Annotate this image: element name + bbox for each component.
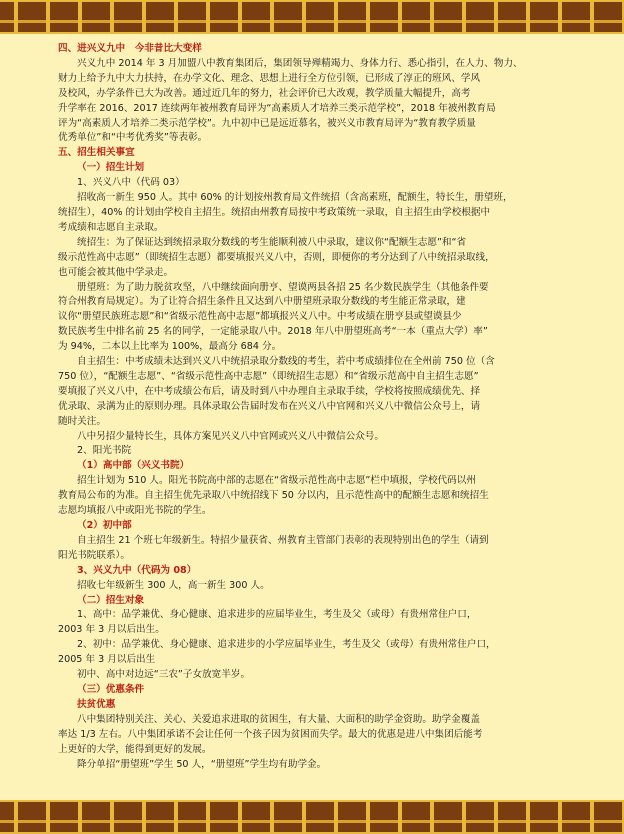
decorative-border-top — [0, 0, 624, 34]
text-line: 议你“册望民族班志愿”和“省级示范性高中志愿”都填报兴义八中。中考成绩在册亨县或望谟县少 — [58, 311, 462, 323]
text-line: 级示范性高中志愿”（即统招生志愿）都要填报兴义八中，否则，即便你的考分达到了八中统招录取线， — [58, 251, 495, 263]
text-line: 符合州教育局规定）。为了让符合招生条件且又达到八中册望班录取分数线的考生能正常录取，建 — [58, 296, 466, 308]
text-line: 1、兴义八中（代码 03） — [77, 177, 185, 189]
text-line: 3、兴义九中（代码为 08） — [77, 564, 197, 576]
text-line: 也可能会被其他中学录走。 — [58, 266, 174, 278]
text-line: 2003 年 3 月以后出生。 — [58, 624, 165, 636]
text-line: 及校风，办学条件已大为改善。通过近几年的努力，社会评价已大改观，教学质量大幅提升，高考 — [58, 87, 471, 99]
text-line: 统招生），40% 的计划由学校自主招生。统招由州教育局按中考政策统一录取，自主招生由学校根据中 — [58, 206, 491, 218]
text-line: （2）初中部 — [77, 520, 132, 531]
text-line: 招收七年级新生 300 人，高一新生 300 人。 — [77, 579, 270, 591]
text-line: 八中另招少量特长生，具体方案见兴义八中官网或兴义八中微信公众号。 — [77, 430, 384, 442]
text-line: 五、招生相关事宜 — [58, 147, 135, 159]
text-line: 招生计划为 510 人。阳光书院高中部的志愿在“省级示范性高中志愿”栏中填报，学校代码以州 — [77, 475, 476, 487]
text-line: 数民族考生中排名前 25 名的同学，一定能录取八中。2018 年八中册望班高考“一本（重点大学）率” — [58, 326, 488, 338]
text-line: 自主招生：中考成绩未达到兴义八中统招录取分数线的考生，若中考成绩排位在全州前 750 位（含 — [77, 356, 495, 368]
text-line: 750 位），“配额生志愿”、“省级示范性高中志愿”（即统招生志愿）和“省级示范高中自主招生志愿” — [58, 370, 479, 382]
text-line: （三）优惠条件 — [77, 683, 145, 695]
text-line: 2、初中：品学兼优、身心健康、追求进步的小学应届毕业生，考生及父（或母）有贵州常住户口， — [77, 639, 496, 651]
text-line: 四、进兴义九中 今非昔比大变样 — [58, 43, 202, 54]
text-line: 要填报了兴义八中，在中考成绩公布后，请及时到八中办理自主录取手续，学校将按照成绩优先、择 — [58, 385, 481, 397]
text-line: 招收高一新生 950 人。其中 60% 的计划按州教育局文件统招（含高素班，配额生，特长生，册望班， — [77, 192, 513, 204]
text-line: 教育局公布的为准。自主招生优先录取八中统招线下 50 分以内，且示范性高中的配额生志愿和统招生 — [58, 490, 489, 502]
decorative-border-bottom — [0, 800, 624, 834]
text-line: 初中、高中对边远“三农”子女放宽半岁。 — [77, 669, 251, 681]
text-line: （一）招生计划 — [77, 162, 145, 174]
document-body — [58, 42, 578, 772]
text-line: 扶贫优惠 — [77, 698, 116, 710]
text-line: 率达 1/3 左右。八中集团承诺不会让任何一个孩子因为贫困而失学。最大的优惠是进八中集团后能考 — [58, 728, 483, 740]
text-line: 评为“高素质人才培养二类示范学校”。九中初中已是远近慕名，被兴义市教育局评为“教育教学质量 — [58, 117, 476, 129]
text-line: 统招生：为了保证达到统招录取分数线的考生能顺利被八中录取，建议你“配额生志愿”和“省 — [77, 236, 467, 248]
text-line: 降分单招“册望班”学生 50 人，“册望班”学生均有助学金。 — [77, 758, 327, 770]
text-line: 1、高中：品学兼优、身心健康、追求进步的应届毕业生，考生及父（或母）有贵州常住户口， — [77, 609, 477, 621]
text-line: 考成绩和志愿自主录取。 — [58, 221, 164, 233]
text-line: 优秀单位”和“中考优秀奖”等表彰。 — [58, 132, 208, 144]
text-line: 2、阳光书院 — [77, 445, 132, 457]
text-line: （1）高中部（兴义书院） — [77, 460, 190, 472]
text-line: 阳光书院联系）。 — [58, 549, 130, 561]
text-line: 上更好的大学，能得到更好的发展。 — [58, 743, 212, 755]
text-line: 志愿均填报八中或阳光书院的学生。 — [58, 505, 212, 517]
text-line: 八中集团特别关注、关心、关爱追求进取的贫困生，有大量、大面积的助学金资助。助学金覆盖 — [77, 713, 480, 725]
text-line: 随时关注。 — [58, 415, 106, 427]
text-line: 册望班：为了助力脱贫攻坚，八中继续面向册亨、望谟两县各招 25 名少数民族学生（其他条件要 — [77, 281, 489, 293]
text-line: 兴义九中 2014 年 3 月加盟八中教育集团后，集团领导殚精竭力、身体力行、悉心指引，在人力、物力、 — [77, 57, 523, 69]
text-line: 自主招生 21 个班七年级新生。特招少量获省、州教育主管部门表彰的表现特别出色的学生（请到 — [77, 534, 489, 546]
text-line: 财力上给予九中大力扶持，在办学文化、理念、思想上进行全方位引领，已形成了淳正的班风、学风 — [58, 72, 481, 84]
text-line: 为 94%，二本以上比率为 100%，最高分 684 分。 — [58, 341, 282, 353]
text-line: 2005 年 3 月以后出生 — [58, 654, 156, 666]
text-line: 优录取、录满为止的原则办理。具体录取公告届时发布在兴义八中官网和兴义八中微信公众号上，请 — [58, 400, 481, 412]
text-line: 升学率在 2016、2017 连续两年被州教育局评为“高素质人才培养三类示范学校”，2018 年被州教育局 — [58, 102, 496, 114]
text-line: （二）招生对象 — [77, 594, 145, 606]
